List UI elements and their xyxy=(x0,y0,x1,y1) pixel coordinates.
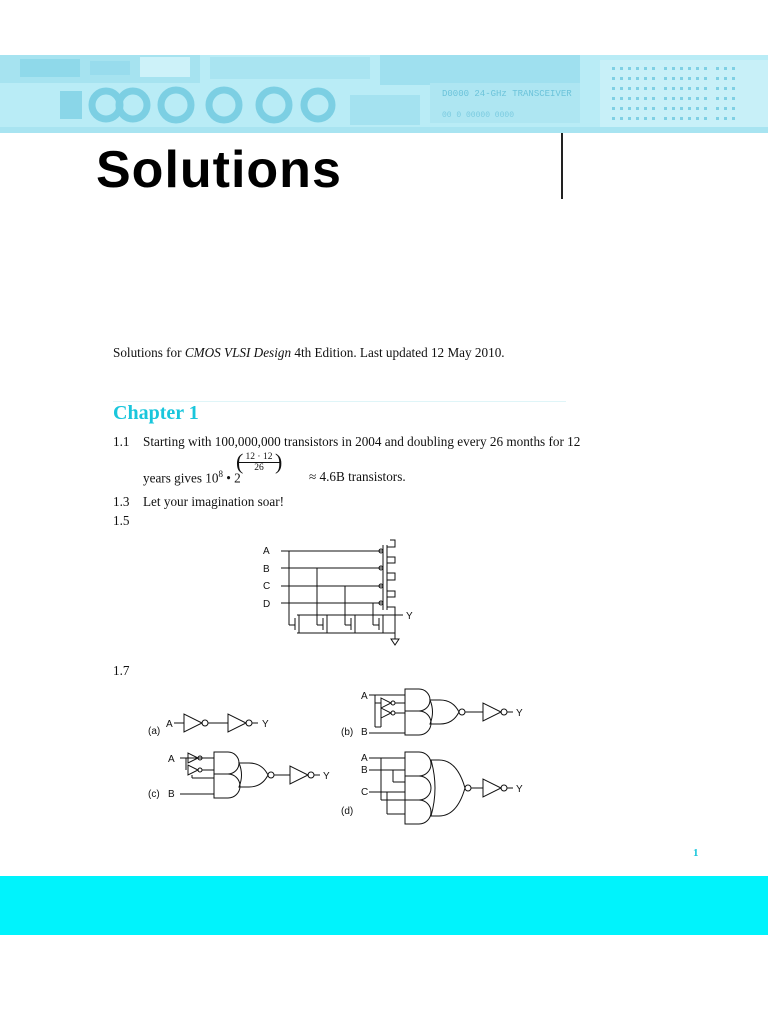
equation-base-exponent: 8 xyxy=(218,469,223,479)
circuit-board-banner-image xyxy=(0,55,768,133)
footer-band xyxy=(0,876,768,935)
page-number: 1 xyxy=(693,847,699,859)
circuit-a-input: A xyxy=(166,719,173,730)
equation-operator: • xyxy=(226,470,231,486)
circuit-d-output: Y xyxy=(516,784,523,795)
header-banner xyxy=(0,55,768,133)
output-y-label: Y xyxy=(406,611,413,622)
edition-note xyxy=(113,345,505,361)
fraction-denominator: 26 xyxy=(254,463,264,473)
equation-base: 10 xyxy=(205,470,219,486)
circuit-c-input-b: B xyxy=(168,789,175,800)
transistor-equation xyxy=(143,449,406,492)
banner-readout-2: 00 0 00000 0000 xyxy=(442,111,515,120)
gate-circuit-c xyxy=(140,748,340,804)
circuit-b-output: Y xyxy=(516,708,523,719)
nor4-transistor-schematic xyxy=(255,535,420,650)
left-paren: ( xyxy=(236,449,244,474)
circuit-a-tag: (a) xyxy=(148,726,161,737)
chapter-heading: Chapter 1 xyxy=(113,402,199,424)
edition-prefix: Solutions for xyxy=(113,345,185,360)
input-d-label: D xyxy=(263,599,271,610)
circuit-d-input-a: A xyxy=(361,753,368,764)
page-title: Solutions xyxy=(96,141,342,199)
equation-result: ≈ 4.6B transistors. xyxy=(309,469,406,484)
circuit-c-input-a: A xyxy=(168,754,175,765)
problem-number: 1.1 xyxy=(113,434,130,449)
circuit-b-tag: (b) xyxy=(341,727,354,738)
circuit-a-output: Y xyxy=(262,719,269,730)
gate-circuit-d xyxy=(335,748,535,828)
problem-number: 1.7 xyxy=(113,663,130,678)
equation-two: 2 xyxy=(234,470,241,486)
input-c-label: C xyxy=(263,581,271,592)
title-divider xyxy=(561,133,563,199)
circuit-d-tag: (d) xyxy=(341,806,354,817)
edition-suffix: 4th Edition. Last updated 12 May 2010. xyxy=(291,345,505,360)
circuit-b-input-a: A xyxy=(361,691,368,702)
input-a-label: A xyxy=(263,546,270,557)
gate-circuit-b xyxy=(335,685,535,741)
circuit-c-output: Y xyxy=(323,771,330,782)
right-paren: ) xyxy=(275,449,283,474)
equation-lead-text: years gives xyxy=(143,470,202,486)
circuit-b-input-b: B xyxy=(361,727,368,738)
banner-readout-1: D0000 24-GHz TRANSCEIVER xyxy=(442,89,572,99)
problem-number: 1.5 xyxy=(113,513,130,528)
gate-circuit-a xyxy=(140,705,290,741)
circuit-d-input-b: B xyxy=(361,765,368,776)
problem-text: Starting with 100,000,000 transistors in 2004 and doubling every 26 months for 12 xyxy=(143,434,581,449)
circuit-d-input-c: C xyxy=(361,787,369,798)
book-title: CMOS VLSI Design xyxy=(184,345,292,360)
problem-number: 1.3 xyxy=(113,494,130,509)
problem-text: Let your imagination soar! xyxy=(143,494,284,509)
input-b-label: B xyxy=(263,564,270,575)
circuit-c-tag: (c) xyxy=(148,789,160,800)
equation-lead xyxy=(143,469,241,486)
fraction-numerator: 12 · 12 xyxy=(237,452,281,463)
